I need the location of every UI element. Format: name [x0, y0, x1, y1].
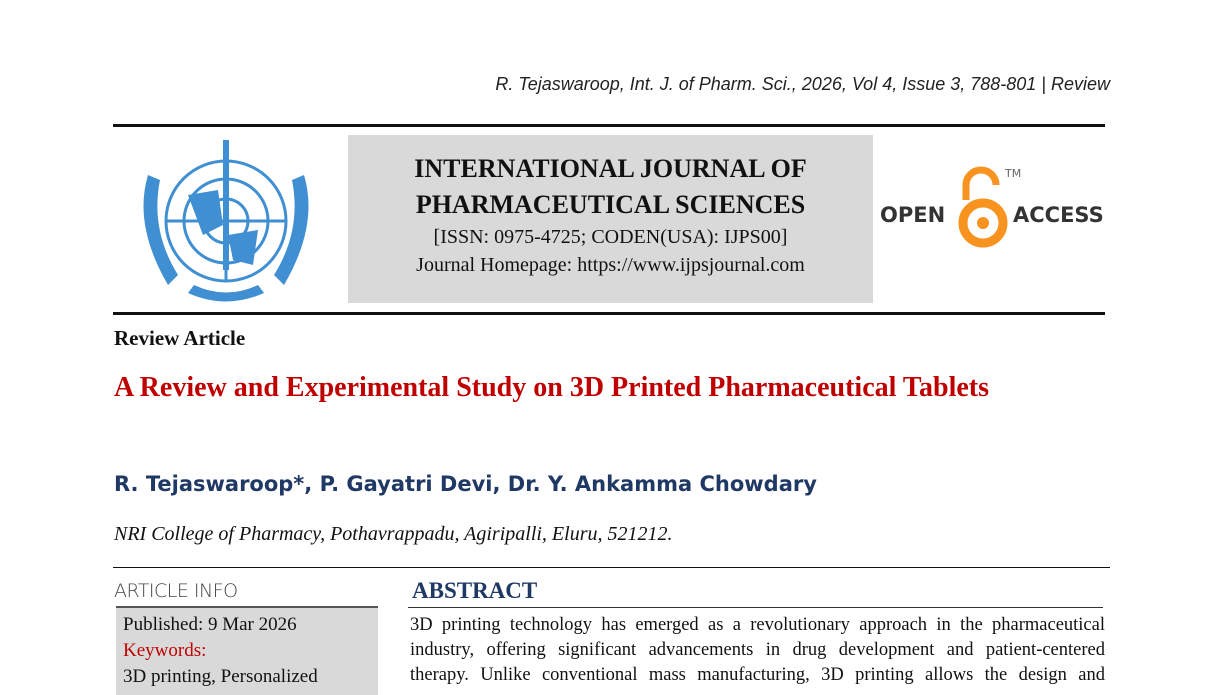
abstract-body [410, 613, 1105, 688]
abstract-line: industry, offering significant advancements in drug development and patient-centered [410, 640, 1105, 660]
abstract-rule [408, 607, 1103, 608]
keywords-label: Keywords: [123, 640, 207, 661]
abstract-heading: ABSTRACT [412, 578, 538, 603]
journal-homepage[interactable]: Journal Homepage: https://www.ijpsjournal.com [416, 254, 805, 276]
affiliation: NRI College of Pharmacy, Pothavrappadu, Agiripalli, Eluru, 521212. [114, 523, 673, 545]
journal-title-line1: INTERNATIONAL JOURNAL OF [414, 154, 807, 183]
journal-issn: [ISSN: 0975-4725; CODEN(USA): IJPS00] [433, 226, 788, 248]
journal-title-line2: PHARMACEUTICAL SCIENCES [415, 190, 806, 219]
header-rule-bottom [113, 312, 1105, 315]
running-header: R. Tejaswaroop, Int. J. of Pharm. Sci., 2026, Vol 4, Issue 3, 788-801 | Review [495, 74, 1110, 94]
abstract-line: therapy. Unlike conventional mass manufacturing, 3D printing allows the design and [410, 665, 1105, 685]
who-emblem-logo [128, 135, 324, 307]
abstract-line: 3D printing technology has emerged as a revolutionary approach in the pharmaceutical [410, 615, 1105, 635]
authors: R. Tejaswaroop*, P. Gayatri Devi, Dr. Y. Ankamma Chowdary [114, 472, 817, 496]
published-date: Published: 9 Mar 2026 [123, 614, 297, 635]
trademark: TM [1005, 167, 1022, 180]
open-access-logo [880, 165, 1108, 250]
header-rule-top [113, 124, 1105, 127]
article-info-heading: ARTICLE INFO [114, 580, 238, 602]
open-lock-icon [956, 165, 1010, 250]
access-text: ACCESS [1013, 203, 1104, 227]
section-divider [113, 567, 1110, 568]
journal-masthead [348, 135, 873, 303]
keywords: 3D printing, Personalized [123, 666, 318, 687]
open-text: OPEN [880, 203, 946, 227]
article-title: A Review and Experimental Study on 3D Printed Pharmaceutical Tablets [114, 372, 990, 403]
article-info-box [116, 606, 378, 695]
article-type: Review Article [114, 326, 246, 350]
